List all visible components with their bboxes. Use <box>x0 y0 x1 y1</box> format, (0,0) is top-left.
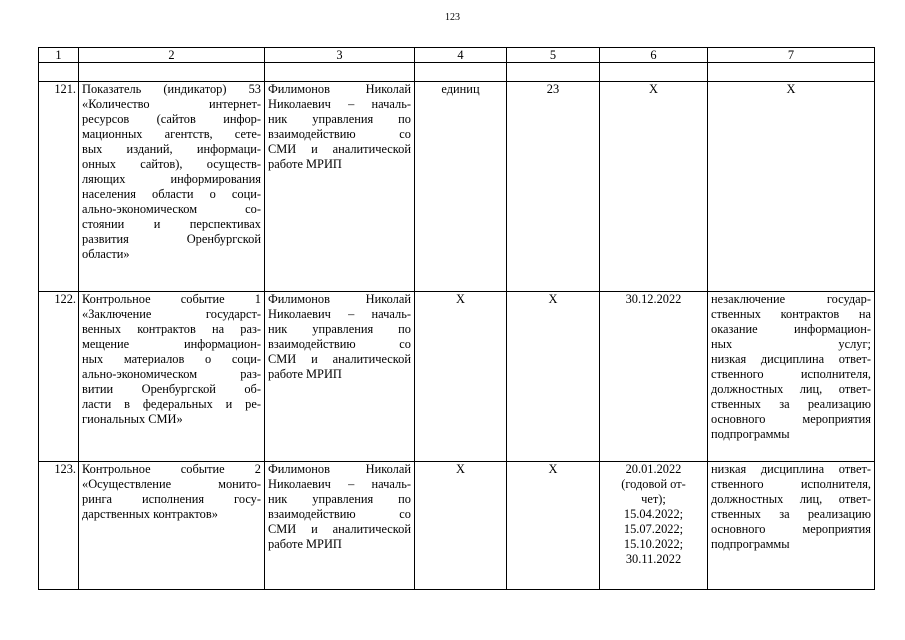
header-col-5: 5 <box>507 48 600 63</box>
cell-line: 15.07.2022; <box>623 522 684 536</box>
cell-line: населения области о соци- <box>82 187 261 201</box>
row-number: 123. <box>39 462 79 590</box>
cell-line: дарственных контрактов» <box>82 507 218 521</box>
cell-line: взаимодействию со <box>268 337 411 351</box>
header-col-6: 6 <box>600 48 708 63</box>
cell-line: (годовой от- <box>621 477 686 491</box>
cell-line: витии Оренбургской об- <box>82 382 261 396</box>
responsible-person <box>265 82 415 292</box>
cell-line: ник управления по <box>268 322 411 336</box>
cell-line: 20.01.2022 <box>625 462 682 476</box>
cell-line: X <box>786 82 796 96</box>
cell-line: мещение информацион- <box>82 337 261 351</box>
cell-line: X <box>649 82 658 96</box>
table-row <box>39 292 875 462</box>
cell-line: Филимонов Николай <box>268 82 411 96</box>
cell-line: «Заключение государст- <box>82 307 261 321</box>
responsible-person <box>265 292 415 462</box>
cell-line: венных контрактов на раз- <box>82 322 261 336</box>
date-cell <box>600 292 708 462</box>
table-row <box>39 82 875 292</box>
cell-line: работе МРИП <box>268 537 342 551</box>
cell-line: СМИ и аналитической <box>268 352 411 366</box>
cell-line: основного мероприятия <box>711 412 871 426</box>
cell-line: 15.10.2022; <box>623 537 684 551</box>
header-col-2: 2 <box>79 48 265 63</box>
value-cell: X <box>507 462 600 590</box>
cell-line: ласти в федеральных и ре- <box>82 397 261 411</box>
header-col-4: 4 <box>415 48 507 63</box>
cell-line: незаключение государ- <box>711 292 871 306</box>
cell-line: работе МРИП <box>268 367 342 381</box>
value-cell: X <box>507 292 600 462</box>
cell-line: «Осуществление монито- <box>82 477 261 491</box>
indicators-table <box>38 47 875 590</box>
cell-line: развития Оренбургской <box>82 232 261 246</box>
cell-line: подпрограммы <box>711 427 790 441</box>
cell-line: ально-экономическом раз- <box>82 367 261 381</box>
cell-line: ственного исполнителя, <box>711 367 871 381</box>
cell-line: 30.12.2022 <box>625 292 682 306</box>
cell-line: должностных лиц, ответ- <box>711 382 871 396</box>
cell-line: Показатель (индикатор) 53 <box>82 82 261 96</box>
header-col-1: 1 <box>39 48 79 63</box>
cell-line: Николаевич – началь- <box>268 307 411 321</box>
cell-line: низкая дисциплина ответ- <box>711 352 871 366</box>
table-row <box>39 462 875 590</box>
table-body <box>39 82 875 590</box>
cell-line: стоянии и перспективах <box>82 217 261 231</box>
unit-cell: X <box>415 292 507 462</box>
risk-cell <box>708 292 875 462</box>
cell-line: Филимонов Николай <box>268 462 411 476</box>
cell-line: мационных агентств, сете- <box>82 127 261 141</box>
cell-line: ственных за реализацию <box>711 507 871 521</box>
cell-line: 15.04.2022; <box>623 507 684 521</box>
cell-line: низкая дисциплина ответ- <box>711 462 871 476</box>
cell-line: ственных контрактов на <box>711 307 871 321</box>
cell-line: ресурсов (сайтов инфор- <box>82 112 261 126</box>
cell-line: ственного исполнителя, <box>711 477 871 491</box>
cell-line: чет); <box>641 492 666 506</box>
date-cell <box>600 82 708 292</box>
cell-line: взаимодействию со <box>268 507 411 521</box>
row-number: 122. <box>39 292 79 462</box>
page-number: 123 <box>445 12 460 23</box>
cell-line: СМИ и аналитической <box>268 142 411 156</box>
cell-line: области» <box>82 247 130 261</box>
cell-line: подпрограммы <box>711 537 790 551</box>
cell-line: оказание информацион- <box>711 322 871 336</box>
cell-line: СМИ и аналитической <box>268 522 411 536</box>
cell-line: Контрольное событие 2 <box>82 462 261 476</box>
cell-line: Николаевич – началь- <box>268 477 411 491</box>
cell-line: гиональных СМИ» <box>82 412 183 426</box>
cell-line: 30.11.2022 <box>625 552 682 566</box>
cell-line: ник управления по <box>268 112 411 126</box>
cell-line: основного мероприятия <box>711 522 871 536</box>
column-number-header <box>39 48 875 63</box>
risk-cell <box>708 462 875 590</box>
cell-line: вых изданий, информаци- <box>82 142 261 156</box>
cell-line: ственных за реализацию <box>711 397 871 411</box>
indicator-name <box>79 462 265 590</box>
cell-line: Филимонов Николай <box>268 292 411 306</box>
responsible-person <box>265 462 415 590</box>
cell-line: ально-экономическом со- <box>82 202 261 216</box>
unit-cell: X <box>415 462 507 590</box>
cell-line: Николаевич – началь- <box>268 97 411 111</box>
value-cell: 23 <box>507 82 600 292</box>
cell-line: ных материалов о соци- <box>82 352 261 366</box>
date-cell <box>600 462 708 590</box>
cell-line: ринга исполнения госу- <box>82 492 261 506</box>
cell-line: взаимодействию со <box>268 127 411 141</box>
cell-line: ник управления по <box>268 492 411 506</box>
row-number: 121. <box>39 82 79 292</box>
header-col-7: 7 <box>708 48 875 63</box>
cell-line: «Количество интернет- <box>82 97 261 111</box>
indicator-name <box>79 292 265 462</box>
cell-line: работе МРИП <box>268 157 342 171</box>
indicator-name <box>79 82 265 292</box>
cell-line: ных услуг; <box>711 337 871 351</box>
spacer-row <box>39 63 875 82</box>
header-col-3: 3 <box>265 48 415 63</box>
cell-line: ляющих информирования <box>82 172 261 186</box>
cell-line: должностных лиц, ответ- <box>711 492 871 506</box>
cell-line: Контрольное событие 1 <box>82 292 261 306</box>
unit-cell: единиц <box>415 82 507 292</box>
cell-line: онных сайтов), осуществ- <box>82 157 261 171</box>
risk-cell <box>708 82 875 292</box>
